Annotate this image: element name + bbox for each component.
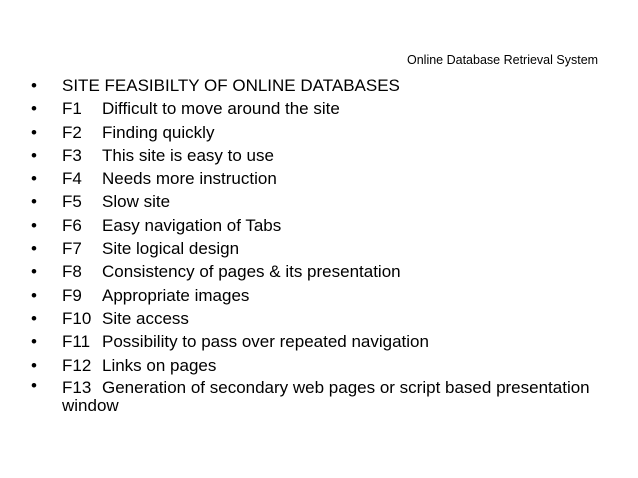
bullet-icon: •	[31, 192, 37, 212]
list-item	[31, 167, 626, 190]
list-item-text: Needs more instruction	[102, 169, 277, 189]
bullet-icon: •	[31, 308, 37, 328]
feasibility-list	[31, 74, 626, 416]
list-item	[31, 377, 626, 416]
list-item-code: F8	[62, 262, 82, 282]
list-item-code: F5	[62, 192, 82, 212]
list-item	[31, 260, 626, 283]
list-item	[31, 97, 626, 120]
list-item-text: SITE FEASIBILTY OF ONLINE DATABASES	[62, 76, 400, 95]
list-item	[31, 237, 626, 260]
list-item	[31, 214, 626, 237]
list-item-code: F12	[62, 355, 92, 375]
list-item	[31, 354, 626, 377]
list-item-text: This site is easy to use	[102, 145, 274, 165]
list-item	[31, 284, 626, 307]
list-item-code: F2	[62, 122, 82, 142]
list-item-code: F9	[62, 285, 82, 305]
list-item-text: Finding quickly	[102, 122, 215, 142]
list-item-text: Appropriate images	[102, 285, 250, 305]
list-item	[31, 190, 626, 213]
list-item-text: Slow site	[102, 192, 171, 212]
bullet-icon: •	[31, 169, 37, 189]
list-item-code: F10	[62, 308, 92, 328]
bullet-icon: •	[31, 99, 37, 119]
list-item-text: Site access	[102, 308, 189, 328]
bullet-icon: •	[31, 355, 37, 375]
bullet-icon: •	[31, 262, 37, 282]
list-item-code: F1	[62, 99, 82, 119]
list-item	[31, 307, 626, 330]
bullet-icon: •	[31, 76, 37, 95]
slide-header-title: Online Database Retrieval System	[407, 53, 599, 67]
list-item-code: F11	[62, 332, 91, 352]
list-item-text: Consistency of pages & its presentation	[102, 262, 401, 282]
list-item	[31, 121, 626, 144]
list-item-code: F3	[62, 145, 82, 165]
list-item-text: Generation of secondary web pages or script based presentation window	[62, 377, 590, 416]
bullet-icon: •	[31, 145, 37, 165]
list-item	[31, 74, 626, 97]
bullet-icon: •	[31, 375, 37, 395]
list-item-code: F6	[62, 215, 82, 235]
list-item	[31, 144, 626, 167]
list-item-text: Links on pages	[102, 355, 217, 375]
bullet-icon: •	[31, 239, 37, 259]
list-item-code: F7	[62, 239, 82, 259]
bullet-icon: •	[31, 122, 37, 142]
list-item-text: Site logical design	[102, 239, 240, 259]
bullet-icon: •	[31, 332, 37, 352]
list-item	[31, 330, 626, 353]
list-item-code: F4	[62, 169, 82, 189]
list-item-text: Easy navigation of Tabs	[102, 215, 282, 235]
bullet-icon: •	[31, 215, 37, 235]
list-item-code: F13	[62, 377, 92, 397]
list-item-text: Possibility to pass over repeated navigation	[102, 332, 429, 352]
list-item-text: Difficult to move around the site	[102, 99, 340, 119]
bullet-icon: •	[31, 285, 37, 305]
